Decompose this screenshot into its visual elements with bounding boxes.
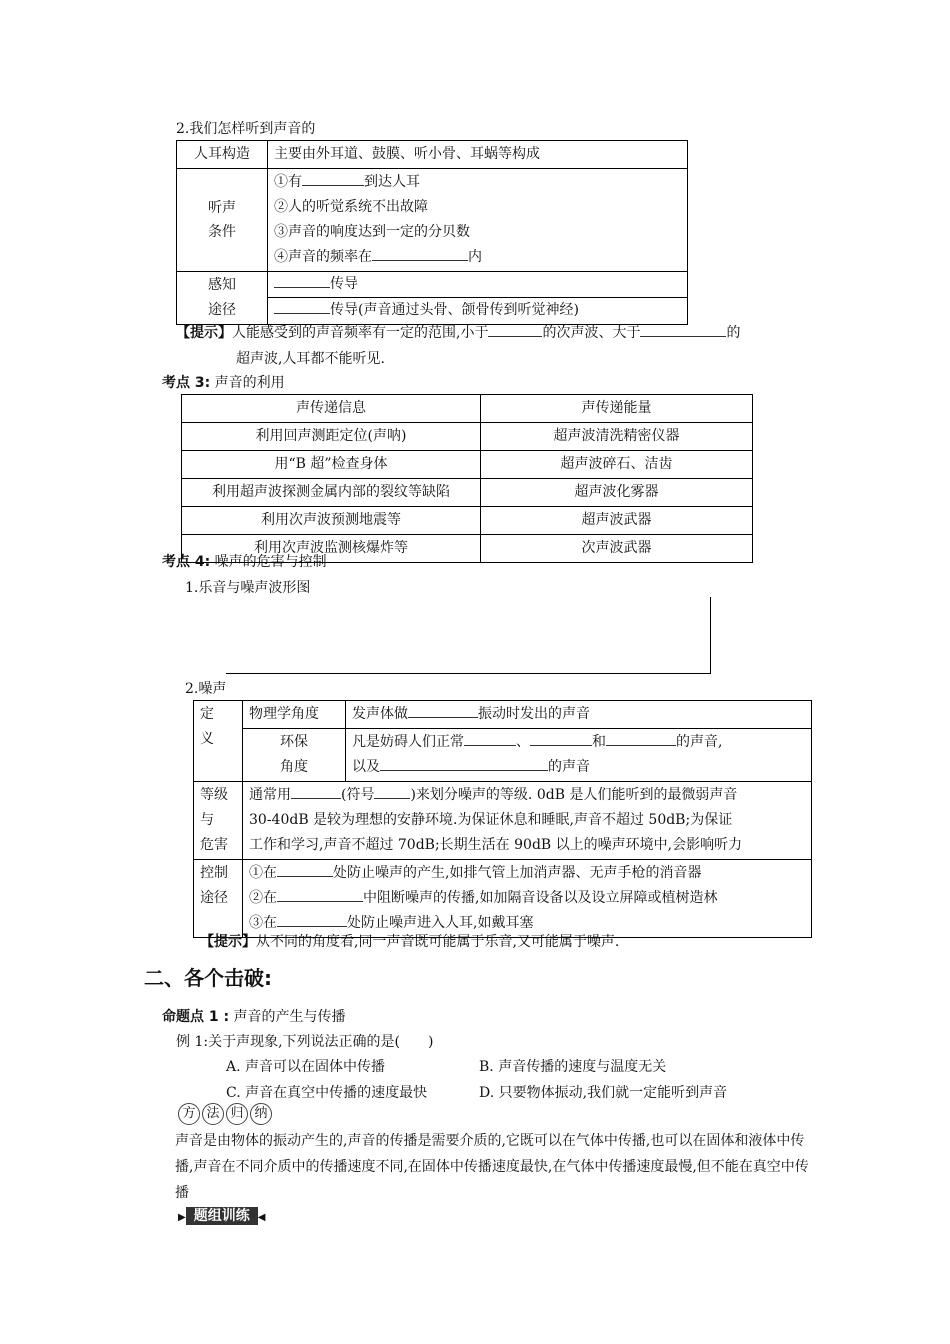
- option-c: C. 声音在真空中传播的速度最快: [226, 1085, 428, 1101]
- cell-line: 通常用 (符号 )来划分噪声的等级. 0dB 是人们能听到的最微弱声音: [249, 787, 738, 803]
- table-cell: 超声波武器: [481, 507, 753, 535]
- hearing-table: [176, 140, 688, 325]
- cell-text: 发声体做 振动时发出的声音: [346, 701, 812, 729]
- label-line: 义: [200, 731, 214, 747]
- keypoint-tag: 考点 3:: [162, 375, 211, 391]
- proposition-heading: [162, 1006, 346, 1026]
- tip-line: 【提示】人能感受到的声音频率有一定的范围,小于 的次声波、大于 的: [176, 325, 741, 341]
- table-cell: 利用次声波监测核爆炸等: [182, 535, 481, 563]
- row-label: [177, 169, 268, 272]
- cell-line: 30-40dB 是较为理想的安静环境.为保证休息和睡眠,声音不超过 50dB;为保证: [249, 812, 733, 828]
- question-stem: 例 1:关于声现象,下列说法正确的是( ): [176, 1034, 434, 1050]
- label-line: 危害: [200, 837, 228, 853]
- tip-tag: 【提示】: [176, 325, 232, 341]
- row-label: [194, 860, 243, 938]
- sub-label: [243, 729, 346, 782]
- row-label: [194, 701, 243, 782]
- keypoint-title: 声音的利用: [214, 375, 285, 391]
- section-title: 二、各个击破:: [144, 966, 272, 990]
- row-label: [194, 782, 243, 860]
- cell-text: [268, 169, 688, 272]
- label-line: 定: [200, 706, 214, 722]
- label-line: 与: [200, 812, 214, 828]
- proposition-title: 声音的产生与传播: [233, 1009, 346, 1025]
- row-label: 人耳构造: [177, 141, 268, 169]
- proposition-tag: 命题点 1 :: [162, 1009, 230, 1025]
- cell-line: 传导(声音通过头骨、颌骨传到听觉神经): [268, 298, 687, 323]
- method-summary-badge: [178, 1103, 274, 1125]
- label-line: 听声: [208, 200, 236, 216]
- table-cell: 利用次声波预测地震等: [182, 507, 481, 535]
- keypoint-title: 噪声的危害与控制: [214, 554, 327, 570]
- table-cell: 用“B 超”检查身体: [182, 451, 481, 479]
- table-cell: 超声波碎石、洁齿: [481, 451, 753, 479]
- tip-line-2: 超声波,人耳都不能听见.: [236, 351, 385, 367]
- table-cell: 超声波化雾器: [481, 479, 753, 507]
- cell-text: [243, 782, 812, 860]
- sound-use-table: [181, 394, 753, 563]
- subheading: 2.噪声: [185, 681, 227, 697]
- cell-line: ①在 处防止噪声的产生,如排气管上加消声器、无声手枪的消音器: [249, 865, 702, 881]
- cell-line: 凡是妨碍人们正常 、 和 的声音,: [352, 734, 723, 750]
- row-label: [177, 272, 268, 325]
- cell-line: ②人的听觉系统不出故障: [274, 199, 428, 215]
- table-cell: 利用超声波探测金属内部的裂纹等缺陷: [182, 479, 481, 507]
- tip-line: 【提示】从不同的角度看,同一声音既可能属于乐音,又可能属于噪声.: [200, 934, 620, 950]
- keypoint-heading: [162, 551, 327, 571]
- table-cell: 超声波清洗精密仪器: [481, 423, 753, 451]
- cell-line: ③声音的响度达到一定的分贝数: [274, 224, 470, 240]
- label-line: 角度: [280, 759, 308, 775]
- label-line: 途径: [200, 890, 228, 906]
- label-line: 等级: [200, 787, 228, 803]
- badge-char: 方: [178, 1103, 200, 1125]
- method-paragraph: 声音是由物体的振动产生的,声音的传播是需要介质的,它既可以在气体中传播,也可以在固体和液体中传播,声音在不同介质中的传播速度不同,在固体中传播速度最快,在气体中传播速度最慢,但不能在真空中传播: [175, 1133, 809, 1201]
- cell-line: ①有 到达人耳: [274, 174, 420, 190]
- option-d: D. 只要物体振动,我们就一定能听到声音: [479, 1085, 728, 1101]
- keypoint-heading: [162, 372, 285, 392]
- cell-text: [243, 860, 812, 938]
- play-right-icon: ▶: [178, 1212, 186, 1223]
- label-line: 条件: [208, 224, 236, 240]
- badge-char: 法: [202, 1103, 224, 1125]
- label-line: 控制: [200, 865, 228, 881]
- cell-text: [268, 272, 688, 325]
- label-line: 环保: [280, 734, 308, 750]
- section-heading: 2.我们怎样听到声音的: [176, 121, 316, 137]
- cell-line: 传导: [268, 272, 687, 298]
- cell-text: 主要由外耳道、鼓膜、听小骨、耳蜗等构成: [268, 141, 688, 169]
- cell-line: ③在 处防止噪声进入人耳,如戴耳塞: [249, 915, 534, 931]
- cell-line: 工作和学习,声音不超过 70dB;长期生活在 90dB 以上的噪声环境中,会影响听力: [249, 837, 743, 853]
- tip-tag: 【提示】: [200, 934, 256, 950]
- table-cell: 利用回声测距定位(声呐): [182, 423, 481, 451]
- option-a: A. 声音可以在固体中传播: [226, 1059, 386, 1075]
- keypoint-tag: 考点 4:: [162, 554, 211, 570]
- col-header: 声传递能量: [481, 395, 753, 423]
- subheading: 1.乐音与噪声波形图: [185, 580, 311, 596]
- play-left-icon: ◀: [257, 1212, 266, 1223]
- noise-table: [193, 700, 812, 938]
- cell-line: ④声音的频率在 内: [274, 249, 482, 265]
- badge-char: 纳: [250, 1103, 272, 1125]
- col-header: 声传递信息: [182, 395, 481, 423]
- label-line: 感知: [208, 277, 236, 293]
- waveform-figure-frame: [226, 597, 711, 674]
- label-line: 途径: [208, 302, 236, 318]
- sub-label: 物理学角度: [243, 701, 346, 729]
- table-cell: 次声波武器: [481, 535, 753, 563]
- training-label: 题组训练: [186, 1207, 258, 1225]
- badge-char: 归: [226, 1103, 248, 1125]
- cell-line: ②在 中阻断噪声的传播,如加隔音设备以及设立屏障或植树造林: [249, 890, 718, 906]
- option-b: B. 声音传播的速度与温度无关: [479, 1059, 667, 1075]
- training-badge: [178, 1205, 265, 1225]
- cell-line: 以及 的声音: [352, 759, 590, 775]
- cell-text: [346, 729, 812, 782]
